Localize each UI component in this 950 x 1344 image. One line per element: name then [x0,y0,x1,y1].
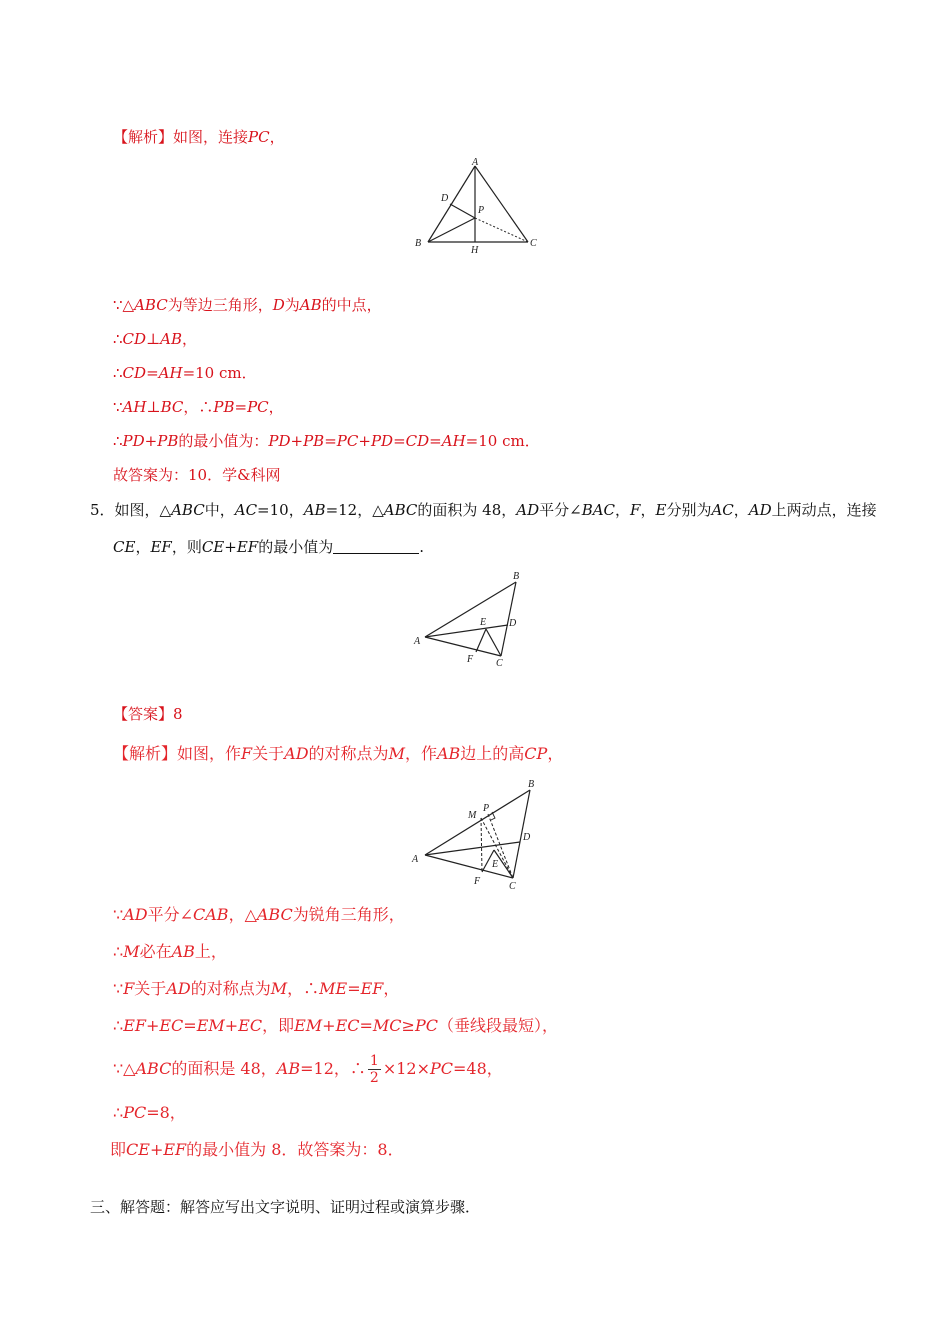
label-h: H [471,245,479,256]
analysis5-step6: ∴PC=8， [113,1103,186,1122]
analysis5-heading: 【解析】如图，作F关于AD的对称点为M，作AB边上的高CP， [113,744,564,763]
segment-mf-dashed [481,818,482,872]
side-ab [425,790,530,855]
label-c: C [530,238,537,249]
label-p: P [478,205,485,216]
analysis1-step4: ∵AH⊥BC，∴PB=PC， [113,398,284,416]
bisector-ad [425,625,508,637]
analysis-label: 【解析】 [113,744,178,763]
label-f: F [474,876,481,887]
analysis5-step3: ∵F关于AD的对称点为M，∴ME=EF， [113,979,400,998]
label-c: C [496,658,503,668]
label-a: A [412,854,419,865]
analysis1-step3: ∴CD=AH=10 cm． [113,364,257,382]
label-d: D [441,193,449,204]
problem-number: 5． [90,501,115,519]
label-d: D [523,832,531,843]
answer-blank [333,539,419,554]
analysis5-step2: ∴M必在AB上， [113,942,227,961]
segment-ec [486,629,501,656]
figure-equilateral-triangle [410,156,550,256]
label-b: B [528,779,535,790]
figure-problem5 [410,568,540,668]
side-ac [475,166,528,242]
answer5 [113,704,183,724]
analysis1-heading: 【解析】如图，连接PC， [113,128,285,146]
answer-value: 8 [173,705,183,723]
answer-label: 【答案】 [113,705,174,723]
label-a: A [414,636,421,647]
label-f: F [467,654,474,665]
analysis-label: 【解析】 [113,128,174,146]
label-m: M [468,810,477,821]
analysis1-answer: 故答案为：10．学&科网 [113,466,281,484]
segment-fe [476,629,486,652]
analysis5-step4: ∴EF+EC=EM+EC，即EM+EC=MC≥PC（垂线段最短）， [113,1016,558,1035]
label-c: C [509,881,516,892]
analysis1-step2: ∴CD⊥AB， [113,330,198,348]
analysis5-step1: ∵AD平分∠CAB，△ABC为锐角三角形， [113,905,405,924]
problem5-line2: CE，EF，则CE+EF的最小值为 . [113,538,424,556]
label-d: D [509,618,517,629]
section-heading: 三、解答题：解答应写出文字说明、证明过程或演算步骤． [90,1198,481,1216]
fraction-one-half: $\frac{1}{2}$ [369,1053,379,1086]
side-ac [425,637,501,656]
bisector-ad [425,842,520,855]
label-p: P [483,803,490,814]
label-a: A [472,157,479,168]
figure-analysis5 [408,774,553,894]
analysis5-step7: 即CE+EF的最小值为 8．故答案为：8． [110,1140,404,1159]
side-ab [425,582,516,637]
label-b: B [513,571,520,582]
label-e: E [480,617,487,628]
analysis5-step5: ∵△ABC的面积是 48，AB=12，∴ $\frac{1}{2}$ ×12×PC=48， [113,1053,503,1086]
problem5-line1: 5．如图，△ABC中，AC=10，AB=12，△ABC的面积为 48，AD平分∠BAC，F，E分别为AC，AD上两动点，连接 [90,501,877,519]
label-e: E [492,859,499,870]
segment-dp [450,204,475,218]
label-b: B [415,238,422,249]
analysis1-step5: ∴PD+PB的最小值为：PD+PB=PC+PD=CD=AH=10 cm． [113,432,540,450]
analysis1-step1: ∵△ABC为等边三角形，D为AB的中点， [113,296,382,314]
